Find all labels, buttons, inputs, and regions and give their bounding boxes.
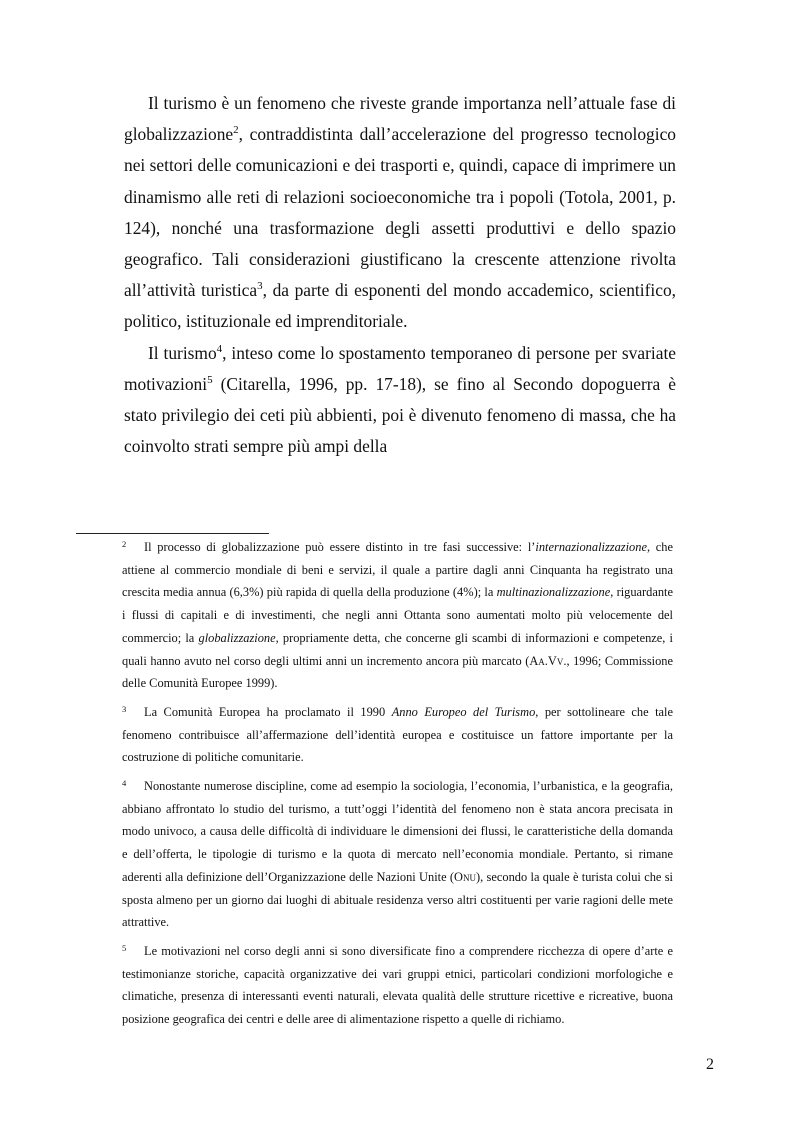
- footnote-3: 3 La Comunità Europea ha proclamato il 1990 Anno Europeo del Turismo, per sottolineare che tale fenomeno contribuisce all’affermazione dell’identità europea e costituisce un fattore importante per la costruzione di politiche comunitarie.: [122, 703, 673, 765]
- footnote-smallcaps: Onu: [454, 869, 476, 884]
- footnote-text: , per sottolineare che tale fenomeno contribuisce all’affermazione dell’identità europea e costituisce un fattore importante per la costruzione di politiche comunitarie.: [122, 704, 673, 765]
- footnote-text: Le motivazioni nel corso degli anni si sono diversificate fino a comprendere ricchezza di opere d’arte e testimonianze storiche, capacità organizzative dei vari gruppi etnici, particolari condizioni morfologiche e climatiche, presenza di interessanti eventi naturali, elevata qualità delle strutture ricettive e ricreative, buona posizione geografica dei centri e delle aree di alimentazione rispetto a quelle di richiamo.: [122, 943, 673, 1027]
- footnote-ref-5: 5: [207, 374, 213, 387]
- footnote-5: 5 Le motivazioni nel corso degli anni si sono diversificate fino a comprendere ricchezza di opere d’arte e testimonianze storiche, capacità organizzative dei vari gruppi etnici, particolari condizioni morfologiche e climatiche, presenza di interessanti eventi naturali, elevata qualità delle strutture ricettive e ricreative, buona posizione geografica dei centri e delle aree di alimentazione rispetto a quelle di richiamo.: [122, 942, 673, 1027]
- body-paragraph-1: [124, 88, 676, 338]
- paragraph-text: , contraddistinta dall’accelerazione del progresso tecnologico nei settori delle comunicazioni e dei trasporti e, quindi, capace di imprimere un dinamismo alle reti di relazioni socioeconomiche tra i popoli (Totola, 2001, p. 124), nonché una trasformazione degli assetti produttivi e dello spazio geografico. Tali considerazioni giustificano la crescente attenzione rivolta all’attività turistica: [124, 124, 676, 301]
- footnote-italic: multinazionalizzazione: [496, 585, 611, 600]
- footnote-separator: [76, 533, 269, 534]
- body-paragraph-2: [124, 338, 676, 463]
- body-text: [124, 88, 676, 462]
- footnote-2: 2 Il processo di globalizzazione può essere distinto in tre fasi successive: l’internazionalizzazione, che attiene al commercio mondiale di beni e servizi, il quale a partire dagli anni Cinquanta ha registrato una crescita media annua (6,3%) più rapida di quella della produzione (4%); la multinazionalizzazione, riguardante i flussi di capitali e di investimenti, che negli anni Ottanta sono aumentati molto più velocemente del commercio; la globalizzazione, propriamente detta, che concerne gli scambi di informazioni e competenze, i quali hanno avuto nel corso degli ultimi anni un incremento ancora più marcato (Aa.Vv., 1996; Commissione delle Comunità Europee 1999).: [122, 539, 674, 691]
- footnote-italic: globalizzazione: [198, 630, 276, 645]
- footnote-ref-2: 2: [233, 124, 239, 137]
- paragraph-text: , da parte di esponenti del mondo accademico, scientifico, politico, istituzionale ed imprenditoriale.: [124, 280, 676, 332]
- footnote-text: La Comunità Europea ha proclamato il 1990: [144, 704, 392, 719]
- footnote-ref-4: 4: [216, 342, 223, 355]
- footnote-text: , che attiene al commercio mondiale di beni e servizi, il quale a partire dagli anni Cinquanta ha registrato una crescita media annua (6,3%) più rapida di quella della produzione (4%); la: [122, 540, 673, 600]
- paragraph-text: Il turismo: [148, 342, 217, 363]
- footnote-ref-3: 3: [257, 280, 263, 293]
- footnote-text: Il processo di globalizzazione può essere distinto in tre fasi successive: l’: [144, 540, 536, 554]
- footnote-text: ), secondo la quale è turista colui che si sposta almeno per un giorno dai luoghi di abituale residenza verso altri costituenti per varie ragioni delle mete attrattive.: [122, 869, 673, 930]
- footnote-italic: Anno Europeo del Turismo: [391, 704, 536, 719]
- paragraph-text: Il turismo è un fenomeno che riveste grande importanza nell’attuale fase di globalizzazione: [124, 93, 676, 145]
- footnote-italic: internazionalizzazione: [535, 540, 647, 554]
- paragraph-text: (Citarella, 1996, pp. 17-18), se fino al Secondo dopoguerra è stato privilegio dei ceti più abbienti, poi è divenuto fenomeno di massa, che ha coinvolto strati sempre più ampi della: [124, 373, 676, 457]
- page-number: 2: [706, 1056, 714, 1073]
- footnote-4: 4 Nonostante numerose discipline, come ad esempio la sociologia, l’economia, l’urbanistica, e la geografia, abbiano affrontato lo studio del turismo, a tutt’oggi l’identità del fenomeno non è stata ancora precisata in modo univoco, a causa delle difficoltà di individuare le dimensioni dei flussi, le caratteristiche della domanda e dell’offerta, le tipologie di turismo e la quota di mercato nell’economia mondiale. Pertanto, si rimane aderenti alla definizione dell’Organizzazione delle Nazioni Unite (Onu), secondo la quale è turista colui che si sposta almeno per un giorno dai luoghi di abituale residenza verso altri costituenti per varie ragioni delle mete attrattive.: [122, 778, 673, 930]
- footnote-smallcaps: Aa.Vv.: [529, 653, 567, 668]
- footnote-text: , 1996; Commissione delle Comunità Europee 1999).: [122, 653, 674, 691]
- paragraph-text: , inteso come lo spostamento temporaneo di persone per svariate motivazioni: [124, 342, 676, 394]
- footnote-text: , riguardante i flussi di capitali e di investimenti, che negli anni Ottanta sono aumentati molto più velocemente del commercio; la: [122, 585, 673, 645]
- footnote-text: Nonostante numerose discipline, come ad esempio la sociologia, l’economia, l’urbanistica, e la geografia, abbiano affrontato lo studio del turismo, a tutt’oggi l’identità del fenomeno non è stata ancora precisata in modo univoco, a causa delle difficoltà di individuare le dimensioni dei flussi, le caratteristiche della domanda e dell’offerta, le tipologie di turismo e la quota di mercato nell’economia mondiale. Pertanto, si rimane aderenti alla definizione dell’Organizzazione delle Nazioni Unite (: [122, 779, 673, 884]
- footnote-text: , propriamente detta, che concerne gli scambi di informazioni e competenze, i quali hanno avuto nel corso degli ultimi anni un incremento ancora più marcato (: [122, 630, 673, 668]
- footnotes: [122, 536, 673, 1037]
